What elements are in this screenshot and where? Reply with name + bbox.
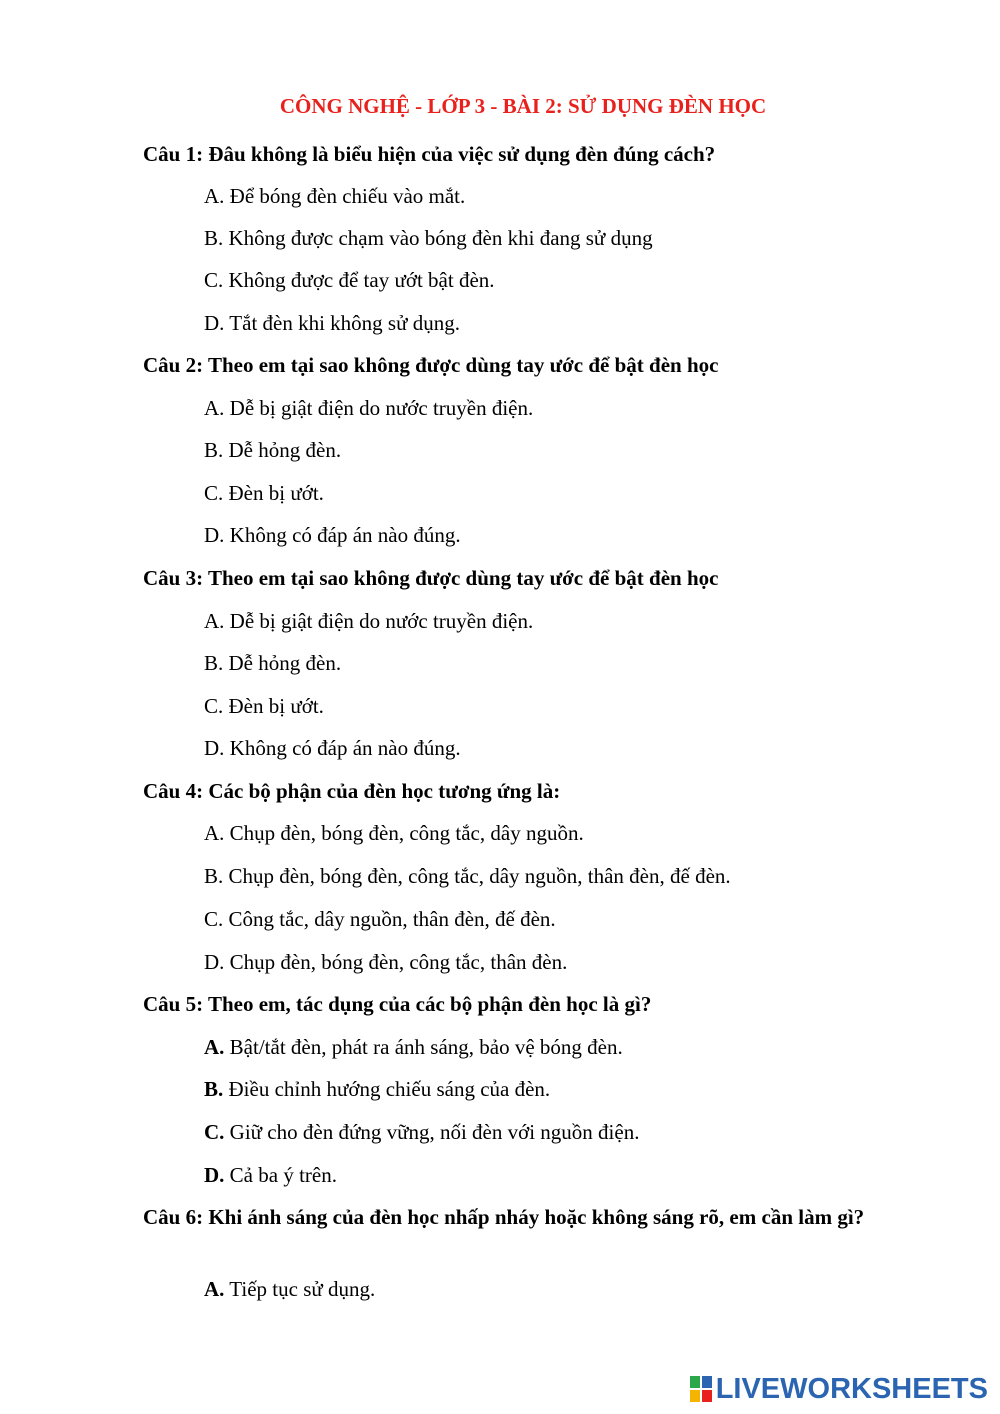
question-3-option-a[interactable]: A. Dễ bị giật điện do nước truyền điện. [204, 609, 534, 633]
question-1-option-c[interactable]: C. Không được để tay ướt bật đèn. [204, 268, 495, 292]
question-1-option-a[interactable]: A. Để bóng đèn chiếu vào mắt. [204, 184, 466, 208]
question-3-option-c[interactable]: C. Đèn bị ướt. [204, 694, 324, 718]
question-3-label: Câu 3: Theo em tại sao không được dùng tay ước để bật đèn học [143, 566, 719, 590]
question-5-option-c[interactable]: C. Giữ cho đèn đứng vững, nối đèn với nguồn điện. [204, 1120, 640, 1144]
question-2-option-b[interactable]: B. Dễ hỏng đèn. [204, 438, 342, 462]
page-title: CÔNG NGHỆ - LỚP 3 - BÀI 2: SỬ DỤNG ĐÈN HỌC [279, 94, 767, 118]
question-4-option-a[interactable]: A. Chụp đèn, bóng đèn, công tắc, dây nguồn. [204, 821, 584, 845]
question-4-label: Câu 4: Các bộ phận của đèn học tương ứng là: [143, 779, 561, 803]
question-4-option-b[interactable]: B. Chụp đèn, bóng đèn, công tắc, dây nguồn, thân đèn, đế đèn. [204, 864, 731, 888]
question-6-label: Câu 6: Khi ánh sáng của đèn học nhấp nháy hoặc không sáng rõ, em cần làm gì? [143, 1205, 865, 1229]
question-6-option-a[interactable]: A. Tiếp tục sử dụng. [204, 1277, 376, 1301]
question-2-option-d[interactable]: D. Không có đáp án nào đúng. [204, 523, 461, 547]
question-3-option-b[interactable]: B. Dễ hỏng đèn. [204, 651, 342, 675]
question-4-option-d[interactable]: D. Chụp đèn, bóng đèn, công tắc, thân đèn. [204, 950, 568, 974]
question-5-option-b[interactable]: B. Điều chỉnh hướng chiếu sáng của đèn. [204, 1077, 551, 1101]
liveworksheets-logo-icon [690, 1376, 712, 1402]
liveworksheets-brand [690, 1372, 988, 1406]
question-1-option-b[interactable]: B. Không được chạm vào bóng đèn khi đang sử dụng [204, 226, 653, 250]
question-2-option-c[interactable]: C. Đèn bị ướt. [204, 481, 324, 505]
question-3-option-d[interactable]: D. Không có đáp án nào đúng. [204, 736, 461, 760]
question-4-option-c[interactable]: C. Công tắc, dây nguồn, thân đèn, đế đèn. [204, 907, 556, 931]
question-5-label: Câu 5: Theo em, tác dụng của các bộ phận đèn học là gì? [143, 992, 652, 1016]
question-2-label: Câu 2: Theo em tại sao không được dùng tay ước để bật đèn học [143, 353, 719, 377]
question-5-option-d[interactable]: D. Cả ba ý trên. [204, 1163, 337, 1187]
question-1-label: Câu 1: Đâu không là biểu hiện của việc sử dụng đèn đúng cách? [143, 142, 716, 166]
question-2-option-a[interactable]: A. Dễ bị giật điện do nước truyền điện. [204, 396, 534, 420]
question-5-option-a[interactable]: A. Bật/tắt đèn, phát ra ánh sáng, bảo vệ bóng đèn. [204, 1035, 623, 1059]
question-1-option-d[interactable]: D. Tắt đèn khi không sử dụng. [204, 311, 460, 335]
liveworksheets-wordmark: LIVEWORKSHEETS [715, 1372, 988, 1405]
